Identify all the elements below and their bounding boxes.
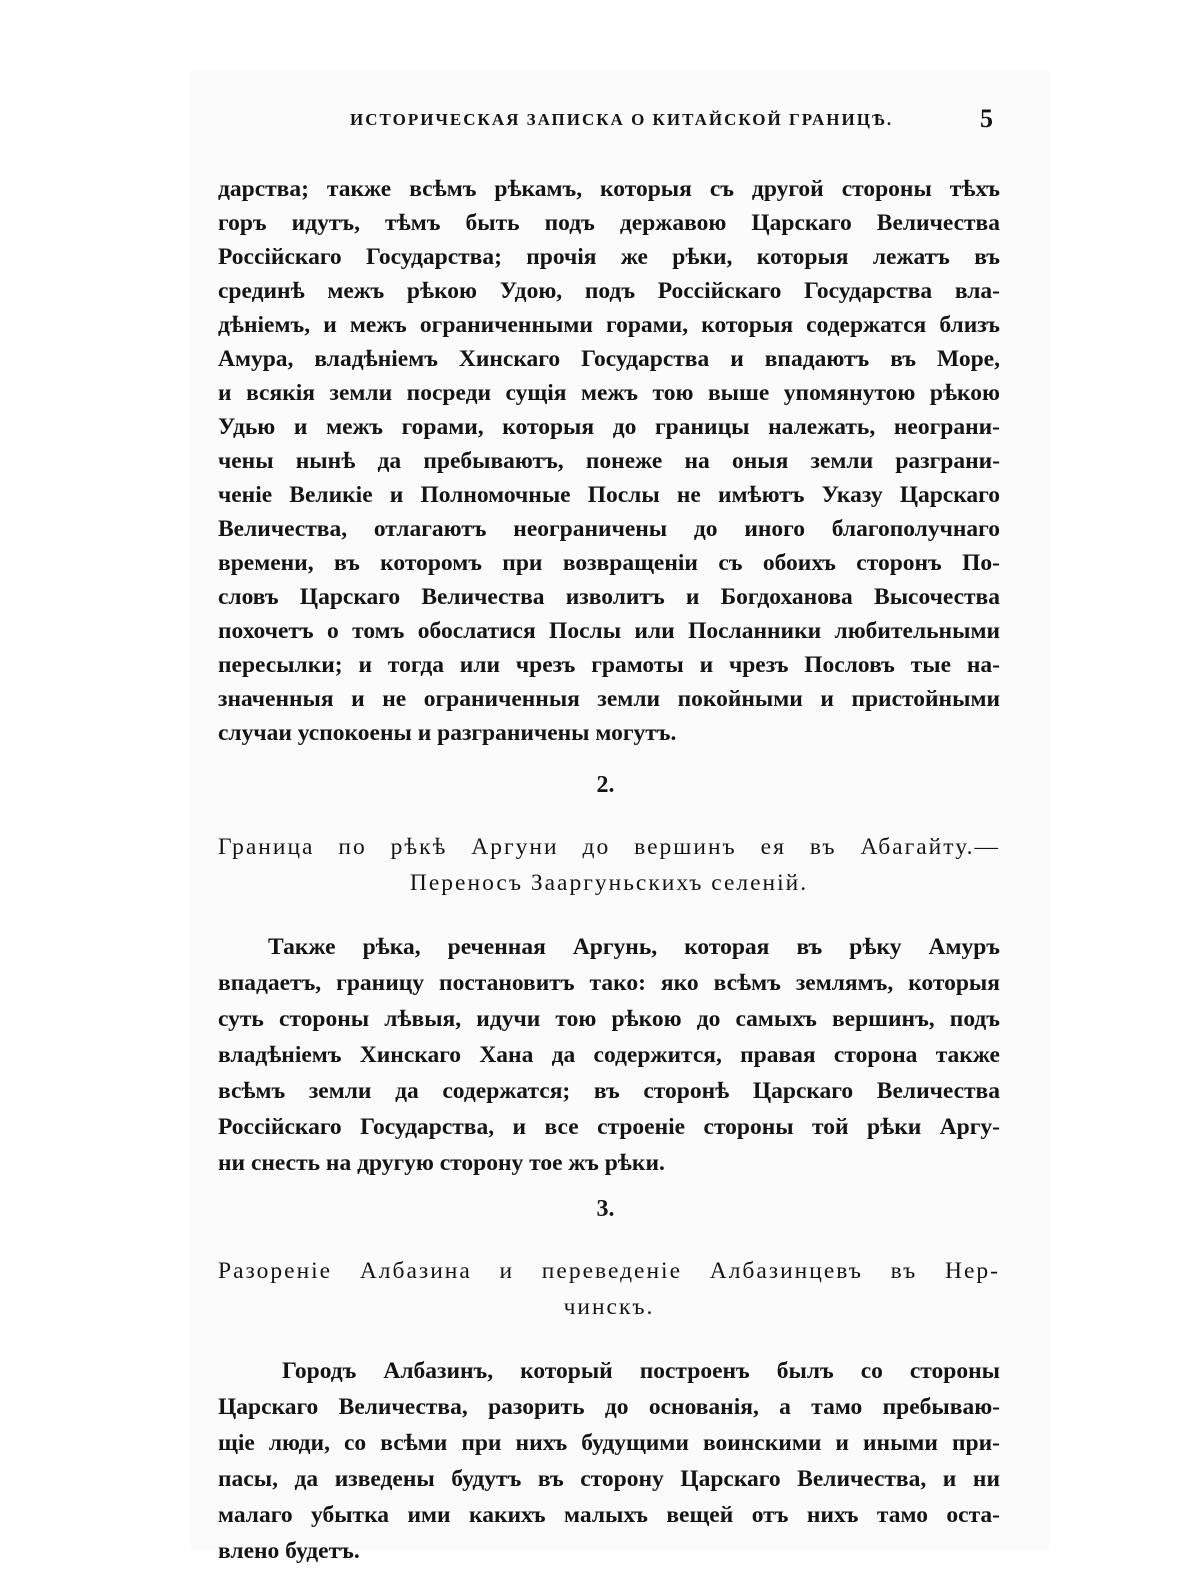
text-line: суть стороны лѣвыя, идучи тою рѣкою до самыхъ вершинъ, подъ	[218, 1006, 1000, 1032]
text-line: дарства; также всѣмъ рѣкамъ, которыя съ другой стороны тѣхъ	[218, 176, 1000, 202]
text-line: и всякія земли посреди сущія межъ тою выше упомянутою рѣкою	[218, 380, 1000, 406]
text-line: Городъ Албазинъ, который построенъ былъ со стороны	[282, 1358, 1000, 1384]
text-line: Также рѣка, реченная Аргунь, которая въ рѣку Амуръ	[268, 934, 1000, 960]
text-line: всѣмъ земли да содержатся; въ сторонѣ Царскаго Величества	[218, 1078, 1000, 1104]
text-line: пересылки; и тогда или чрезъ грамоты и чрезъ Пословъ тые на-	[218, 652, 1000, 678]
text-line: дѣніемъ, и межъ ограниченными горами, которыя содержатся близъ	[218, 312, 1000, 338]
page-number: 5	[980, 104, 993, 133]
text-line: ни снесть на другую сторону тое жъ рѣки.	[218, 1150, 665, 1176]
text-line: значенныя и не ограниченныя земли покойными и пристойными	[218, 686, 1000, 712]
text-line: ченіе Великіе и Полномочные Послы не имѣютъ Указу Царскаго	[218, 482, 1000, 508]
text-line: Удью и межъ горами, которыя до границы належать, неограни-	[218, 414, 1000, 440]
text-line: срединѣ межъ рѣкою Удою, подъ Россійскаго Государства вла-	[218, 278, 1000, 304]
text-line: Россійскаго Государства; прочія же рѣки, которыя лежатъ въ	[218, 244, 1000, 270]
text-line: словъ Царскаго Величества изволитъ и Богдоханова Высочества	[218, 584, 1000, 610]
text-line: щіе люди, со всѣми при нихъ будущими воинскими и иными при-	[218, 1430, 1000, 1456]
text-line: Амура, владѣніемъ Хинскаго Государства и впадаютъ въ Море,	[218, 346, 1000, 372]
text-line: впадаетъ, границу постановитъ тако: яко всѣмъ землямъ, которыя	[218, 970, 1000, 996]
section-heading: Граница по рѣкѣ Аргуни до вершинъ ея въ Абагайту.—	[218, 834, 1000, 860]
text-line: чены нынѣ да пребываютъ, понеже на оныя земли разграни-	[218, 448, 1000, 474]
text-line: Россійскаго Государства, и все строеніе стороны той рѣки Аргу-	[218, 1114, 1000, 1140]
section-heading: Переносъ Зааргуньскихъ селеній.	[409, 870, 809, 896]
text-line: владѣніемъ Хинскаго Хана да содержится, правая сторона также	[218, 1042, 1000, 1068]
text-line: похочетъ о томъ обослатися Послы или Посланники любительными	[218, 618, 1000, 644]
text-line: случаи успокоены и разграничены могутъ.	[218, 720, 677, 746]
running-title: ИСТОРИЧЕСКАЯ ЗАПИСКА О КИТАЙСКОЙ ГРАНИЦѢ.	[350, 110, 894, 129]
section-number: 3.	[596, 1196, 615, 1222]
text-line: влено будетъ.	[218, 1538, 360, 1564]
text-line: времени, въ которомъ при возвращеніи съ обоихъ сторонъ По-	[218, 550, 1000, 576]
section-heading: чинскъ.	[563, 1294, 655, 1320]
text-line: пасы, да изведены будутъ въ сторону Царскаго Величества, и ни	[218, 1466, 1000, 1492]
text-line: горъ идутъ, тѣмъ быть подъ державою Царскаго Величества	[218, 210, 1000, 236]
text-line: малаго убытка ими какихъ малыхъ вещей отъ нихъ тамо оста-	[218, 1502, 1000, 1528]
text-line: Царскаго Величества, разорить до основанія, а тамо пребываю-	[218, 1394, 1000, 1420]
section-heading: Разореніе Албазина и переведеніе Албазинцевъ въ Нер-	[218, 1258, 1000, 1284]
text-line: Величества, отлагаютъ неограничены до иного благополучнаго	[218, 516, 1000, 542]
section-number: 2.	[596, 772, 615, 798]
